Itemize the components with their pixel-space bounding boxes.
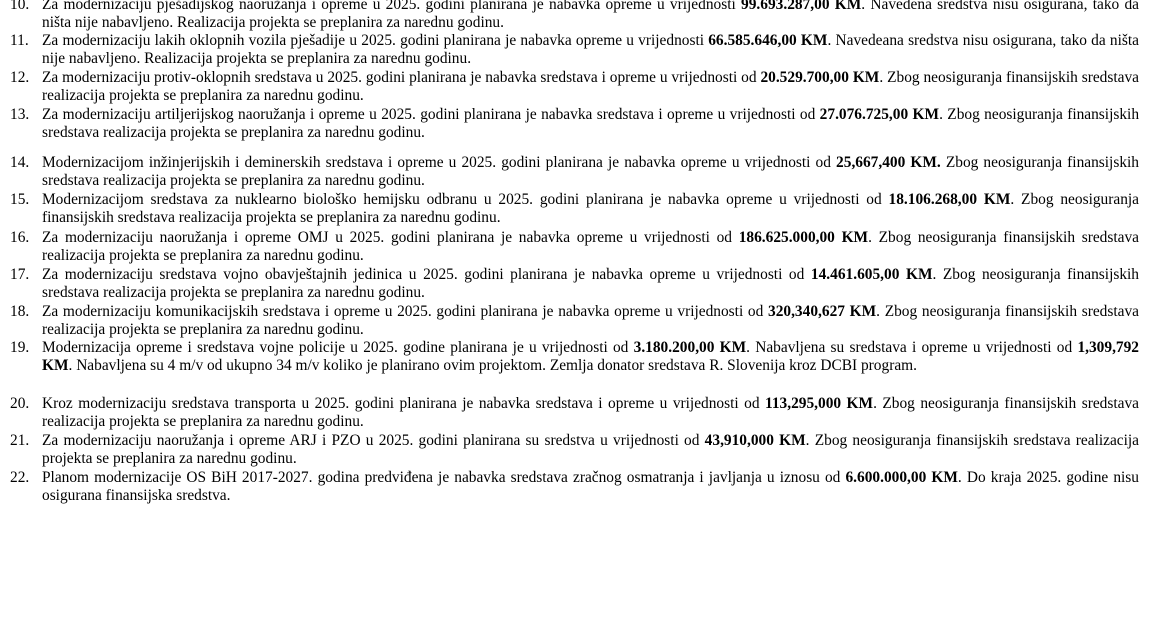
text-segment: . Nabavljena su 4 m/v od ukupno 34 m/v koliko je planirano ovim projektom. Zemlja donator sredstava R. Slovenija kroz DCBI program. bbox=[68, 357, 917, 375]
amount-text: 14.461.605,00 KM bbox=[810, 266, 933, 283]
text-segment: Za modernizaciju pješadijskog naoružanja i opreme u 2025. godini planirana je nabavka opreme u vrijednosti bbox=[42, 0, 742, 13]
text-segment: Modernizacija opreme i sredstava vojne policije u 2025. godine planirana je u vrijednosti od bbox=[42, 339, 634, 356]
text-segment: . Zbog neosiguranja finansijskih sredstava realizacija projekta se preplanira za narednu godinu. bbox=[42, 229, 1139, 265]
item-number: 18. bbox=[10, 303, 30, 320]
text-segment: . Nabavljena su sredstava i opreme u vrijednosti od bbox=[746, 339, 1078, 356]
text-segment: . Zbog neosiguranja finansijskih sredstava realizacija projekta se preplanira za narednu godinu. bbox=[42, 266, 1139, 302]
amount-text: 113,295,000 KM bbox=[764, 395, 874, 412]
list-item bbox=[0, 154, 1139, 191]
item-text bbox=[42, 432, 1139, 467]
list-item bbox=[0, 303, 1139, 339]
item-number: 13. bbox=[10, 106, 30, 123]
amount-text: 27.076.725,00 KM bbox=[819, 106, 940, 123]
amount-text: 3.180.200,00 KM bbox=[633, 339, 747, 356]
item-number: 20. bbox=[10, 395, 30, 412]
item-text bbox=[42, 154, 1139, 189]
item-number: 12. bbox=[10, 69, 30, 86]
list-item bbox=[0, 432, 1139, 469]
amount-text: 186.625.000,00 KM bbox=[738, 229, 869, 246]
item-text bbox=[42, 0, 1139, 31]
list-item bbox=[0, 106, 1139, 154]
list-item bbox=[0, 32, 1139, 69]
item-number: 10. bbox=[10, 0, 30, 13]
amount-text: 320,340,627 KM bbox=[768, 303, 877, 320]
text-segment: Za modernizaciju protiv-oklopnih sredstava u 2025. godini planirana je nabavka sredstava i opreme u vrijednosti od bbox=[42, 69, 761, 86]
amount-text: 25,667,400 KM. bbox=[836, 154, 941, 171]
item-text bbox=[42, 229, 1139, 264]
text-segment: . Do kraja 2025. godine nisu osigurana finansijska sredstva. bbox=[42, 469, 1139, 505]
amount-text: 1,309,792 KM bbox=[42, 339, 1139, 375]
amount-text: 66.585.646,00 KM bbox=[708, 32, 828, 49]
list-item bbox=[0, 266, 1139, 303]
text-segment: Kroz modernizaciju sredstava transporta u 2025. godini planirana je nabavka sredstava i opreme u vrijednosti od bbox=[42, 395, 765, 412]
item-text bbox=[42, 395, 1139, 430]
text-segment: . Zbog neosiguranja finansijskih sredstava realizacija projekta se preplanira za narednu godinu. bbox=[42, 69, 1139, 105]
list-item bbox=[0, 191, 1139, 229]
item-number: 11. bbox=[10, 32, 29, 49]
item-text bbox=[42, 339, 1139, 374]
text-segment: Zbog neosiguranja finansijskih sredstava realizacija projekta se preplanira za narednu godinu. bbox=[42, 154, 1139, 190]
text-segment: Za modernizaciju naoružanja i opreme ARJ i PZO u 2025. godini planirana su sredstva u vrijednosti od bbox=[42, 432, 705, 449]
item-number: 15. bbox=[10, 191, 30, 208]
text-segment: . Navedeana sredstva nisu osigurana, tako da ništa nije nabavljeno. Realizacija projekta se preplanira za narednu godinu. bbox=[42, 32, 1139, 68]
amount-text: 18.106.268,00 KM bbox=[888, 191, 1011, 208]
item-text bbox=[42, 32, 1139, 67]
text-segment: Za modernizaciju komunikacijskih sredstava i opreme u 2025. godini planirana je nabavka opreme u vrijednosti od bbox=[42, 303, 768, 320]
item-number: 21. bbox=[10, 432, 30, 449]
item-text bbox=[42, 266, 1139, 301]
item-number: 22. bbox=[10, 469, 30, 486]
item-text bbox=[42, 469, 1139, 504]
text-segment: Za modernizaciju artiljerijskog naoružanja i opreme u 2025. godini planirana je nabavka sredstava i opreme u vrijednosti od bbox=[42, 106, 820, 123]
text-segment: Modernizacijom sredstava za nuklearno biološko hemijsku odbranu u 2025. godini planirana je nabavka opreme u vrijednosti od bbox=[42, 191, 889, 208]
item-number: 16. bbox=[10, 229, 30, 246]
list-item bbox=[0, 69, 1139, 106]
item-number: 17. bbox=[10, 266, 30, 283]
item-number: 14. bbox=[10, 154, 30, 171]
amount-text: 20.529.700,00 KM bbox=[760, 69, 880, 86]
text-segment: Za modernizaciju naoružanja i opreme OMJ u 2025. godini planirana je nabavka opreme u vrijednosti od bbox=[42, 229, 739, 246]
text-segment: Modernizacijom inžinjerijskih i deminerskih sredstava i opreme u 2025. godini planirana je nabavka opreme u vrijednosti od bbox=[42, 154, 837, 171]
amount-text: 43,910,000 KM bbox=[704, 432, 806, 449]
amount-text: 6.600.000,00 KM bbox=[845, 469, 958, 486]
list-item bbox=[0, 339, 1139, 395]
text-segment: . Zbog neosiguranja finansijskih sredstava realizacija projekta se preplanira za narednu godinu. bbox=[42, 191, 1139, 227]
item-text bbox=[42, 303, 1139, 338]
text-segment: Za modernizaciju sredstava vojno obavještajnih jedinica u 2025. godini planirana je nabavka opreme u vrijednosti od bbox=[42, 266, 811, 283]
text-segment: . Navedena sredstva nisu osigurana, tako da ništa nije nabavljeno. Realizacija projekta se preplanira za narednu godinu. bbox=[42, 0, 1140, 32]
list-item bbox=[0, 0, 1139, 32]
text-segment: Za modernizaciju lakih oklopnih vozila pješadije u 2025. godini planirana je nabavka opreme u vrijednosti bbox=[42, 32, 709, 49]
amount-text: 99.693.287,00 KM bbox=[741, 0, 862, 13]
text-segment: . Zbog neosiguranja finansijskih sredstava realizacija projekta se preplanira za narednu godinu. bbox=[42, 395, 1139, 431]
text-segment: Planom modernizacije OS BiH 2017-2027. godina predviđena je nabavka sredstava zračnog osmatranja i javljanja u iznosu od bbox=[42, 469, 846, 486]
item-text bbox=[42, 106, 1139, 141]
item-number: 19. bbox=[10, 339, 30, 356]
text-segment: . Zbog neosiguranja finansijskih sredstava realizacija projekta se preplanira za narednu godinu. bbox=[42, 432, 1140, 468]
list-item bbox=[0, 395, 1139, 432]
item-text bbox=[42, 69, 1139, 104]
list-item bbox=[0, 469, 1139, 507]
item-text bbox=[42, 191, 1139, 226]
text-segment: . Zbog neosiguranja finansijskih sredstava realizacija projekta se preplanira za narednu godinu. bbox=[42, 106, 1140, 142]
list-item bbox=[0, 229, 1139, 266]
text-segment: . Zbog neosiguranja finansijskih sredstava realizacija projekta se preplanira za narednu godinu. bbox=[42, 303, 1139, 339]
